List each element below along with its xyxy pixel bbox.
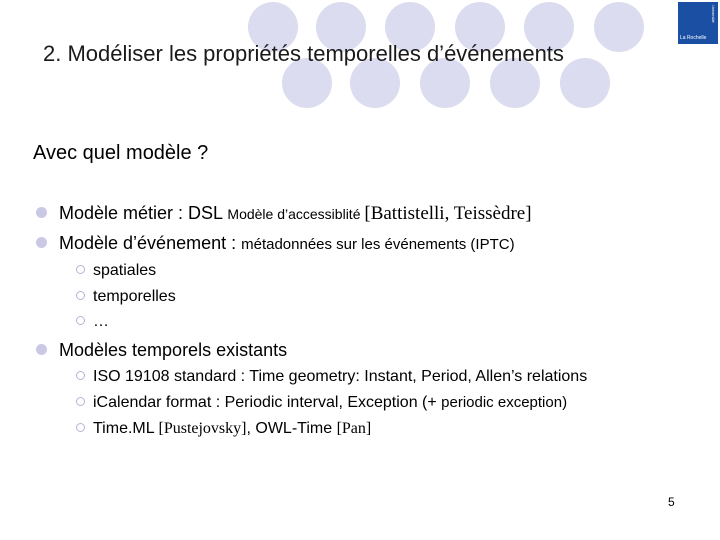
bullet-small-text: Modèle d’accessiblité — [227, 206, 365, 222]
sub-bullet-text: temporelles — [93, 288, 176, 305]
sub-bullet-icon — [76, 397, 85, 406]
bullet-text: Modèles temporels existants — [59, 340, 288, 360]
list-item — [36, 340, 287, 361]
citation: [Pustejovsky] — [158, 420, 247, 437]
sub-bullet-small-text: periodic exception) — [441, 394, 568, 411]
bullet-small-text: métadonnées sur les événements (IPTC) — [241, 236, 515, 253]
sub-list-item — [76, 394, 567, 412]
sub-bullet-icon — [76, 291, 85, 300]
sub-bullet-icon — [76, 423, 85, 432]
sub-list-item — [76, 288, 176, 306]
list-item — [36, 233, 515, 254]
bullet-text: Modèle d’événement : — [59, 233, 242, 253]
sub-bullet-text: spatiales — [93, 262, 157, 279]
list-item — [36, 203, 532, 225]
page-number: 5 — [668, 495, 675, 509]
sub-bullet-icon — [76, 265, 85, 274]
citation: [Pan] — [336, 420, 372, 437]
sub-list-item — [76, 313, 109, 331]
sub-list-item — [76, 368, 587, 386]
slide-title: 2. Modéliser les propriétés temporelles d’événements — [43, 41, 564, 66]
bullet-text: Modèle métier : DSL — [59, 203, 228, 223]
sub-bullet-text: , OWL-Time — [246, 420, 337, 437]
logo-text: La Rochelle — [680, 35, 707, 41]
slide-subtitle: Avec quel modèle ? — [33, 142, 209, 164]
sub-bullet-text: Time.ML — [93, 420, 159, 437]
sub-bullet-icon — [76, 316, 85, 325]
sub-bullet-icon — [76, 371, 85, 380]
sub-list-item — [76, 420, 371, 438]
logo-vertical-text: Université — [711, 5, 716, 23]
sub-list-item — [76, 262, 156, 280]
bullet-icon — [36, 344, 47, 355]
sub-bullet-text: ISO 19108 standard : Time geometry: Instant, Period, Allen’s relations — [93, 368, 588, 385]
university-logo — [678, 2, 718, 44]
bullet-icon — [36, 237, 47, 248]
sub-bullet-text: iCalendar format : Periodic interval, Exception (+ — [93, 394, 442, 411]
bullet-icon — [36, 207, 47, 218]
citation: [Battistelli, Teissèdre] — [364, 203, 532, 224]
sub-bullet-text: … — [93, 313, 109, 330]
